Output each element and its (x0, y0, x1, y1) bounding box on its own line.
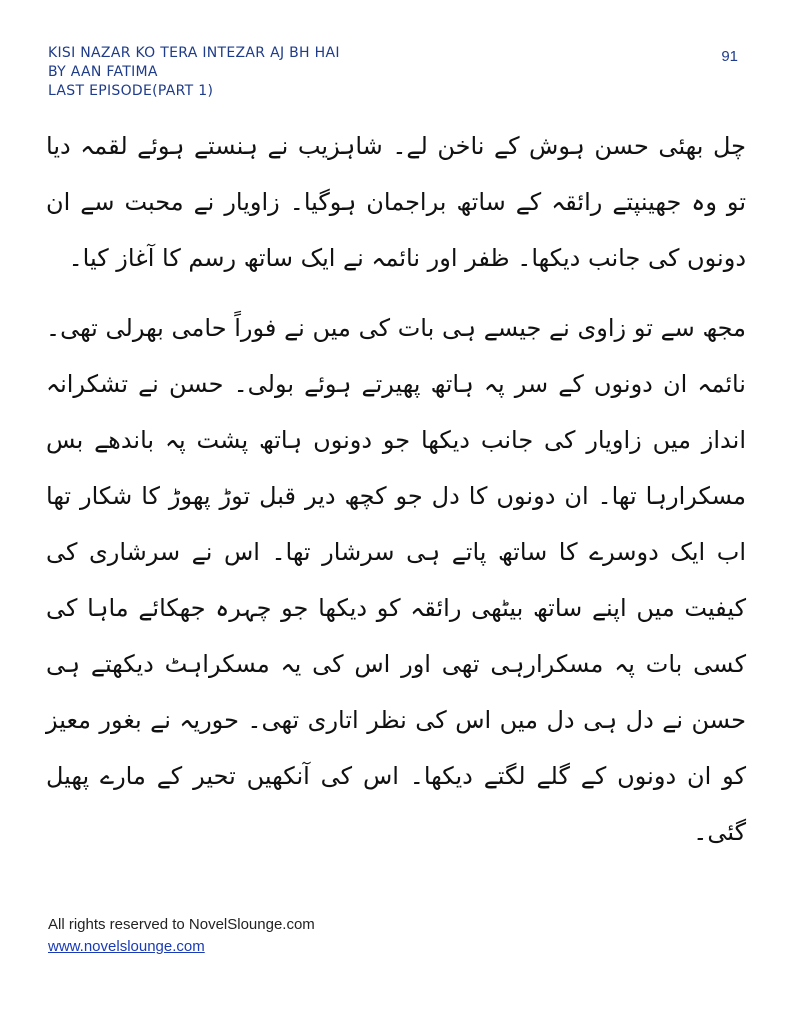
author-line: BY AAN FATIMA (48, 64, 158, 80)
novel-title: KISI NAZAR KO TERA INTEZAR AJ BH HAI (48, 45, 340, 61)
paragraph-2: مجھ سے تو زاوی نے جیسے ہی بات کی میں نے فوراً حامی بھرلی تھی۔ نائمہ ان دونوں کے سر پہ ہاتھ پھیرتے ہوئے بولی۔ حسن نے تشکرانہ انداز میں زاویار کی جانب دیکھا جو دونوں ہاتھ پشت پہ باندھے بس مسکرارہا تھا۔ ان دونوں کا دل جو کچھ دیر قبل توڑ پھوڑ کا شکار تھا اب ایک دوسرے کا ساتھ پاتے ہی سرشار تھا۔ اس نے سرشاری کی کیفیت میں اپنے ساتھ بیٹھی رائقہ کو دیکھا جو چہرہ جھکائے ماہا کی کسی بات پہ مسکرارہی تھی اور اس کی یہ مسکراہٹ دیکھتے ہی حسن نے دل ہی دل میں اس کی نظر اتاری تھی۔ حوریہ نے بغور معیز کو ان دونوں کے گلے لگتے دیکھا۔ اس کی آنکھیں تحیر کے مارے پھیل گئی۔ (46, 314, 746, 846)
website-link[interactable]: www.novelslounge.com (48, 938, 205, 955)
document-header (48, 44, 568, 101)
paragraph-1: چل بھئی حسن ہوش کے ناخن لے۔ شاہزیب نے ہنستے ہوئے لقمہ دیا تو وہ جھینپتے رائقہ کے ساتھ براجمان ہوگیا۔ زاویار نے محبت سے ان دونوں کی جانب دیکھا۔ ظفر اور نائمہ نے ایک ساتھ رسم کا آغاز کیا۔ (46, 132, 746, 272)
episode-line: LAST EPISODE(PART 1) (48, 83, 214, 99)
story-body (46, 118, 746, 874)
page-footer (48, 914, 315, 958)
copyright-notice: All rights reserved to NovelSlounge.com (48, 916, 315, 933)
page-number: 91 (721, 48, 738, 65)
